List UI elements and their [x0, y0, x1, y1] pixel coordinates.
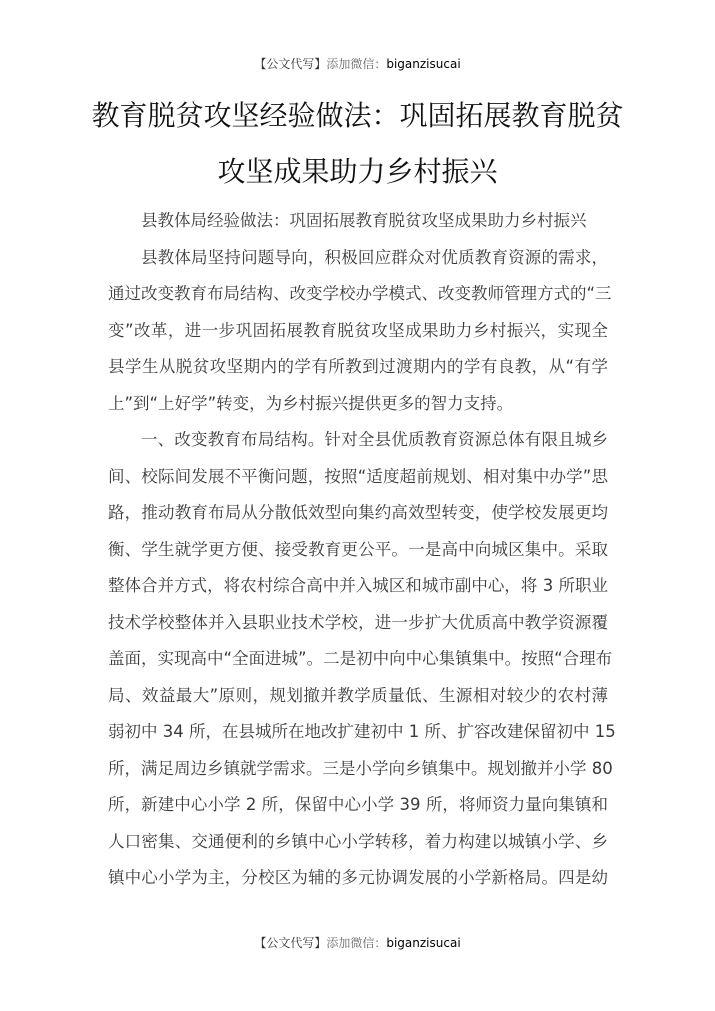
footer-wechat-label: 添加微信：	[326, 936, 387, 950]
body-line: 路，推动教育布局从分散低效型向集约高效型转变，使学校发展更均	[108, 503, 608, 522]
body-line: 上”到“上好学”转变，为乡村振兴提供更多的智力支持。	[108, 393, 514, 413]
document-body	[108, 203, 616, 897]
document-title-line-1: 教育脱贫攻坚经验做法：巩固拓展教育脱贫	[91, 99, 624, 132]
body-line: 整体合并方式，将农村综合高中并入城区和城市副中心，将 3 所职业	[108, 576, 608, 595]
body-line: 局、效益最大”原则，规划撤并教学质量低、生源相对较少的农村薄	[108, 685, 608, 705]
page-header	[0, 55, 715, 72]
footer-wechat-id: biganzisucai	[386, 936, 461, 950]
body-line: 县教体局经验做法：巩固拓展教育脱贫攻坚成果助力乡村振兴	[141, 211, 587, 230]
body-line: 县学生从脱贫攻坚期内的学有所教到过渡期内的学有良教，从“有学	[108, 357, 608, 376]
body-line: 间、校际间发展不平衡问题，按照“适度超前规划、相对集中办学”思	[108, 466, 608, 486]
body-line: 通过改变教育布局结构、改变学校办学模式、改变教师管理方式的“三	[108, 284, 612, 303]
body-line: 盖面，实现高中“全面进城”。二是初中向中心集镇集中。按照“合理布	[108, 649, 613, 668]
header-wechat-id: biganzisucai	[386, 57, 461, 71]
body-line: 人口密集、交通便利的乡镇中心小学转移，着力构建以城镇小学、乡	[108, 831, 608, 851]
body-line: 衡、学生就学更方便、接受教育更公平。一是高中向城区集中。采取	[108, 539, 608, 559]
footer-brand: 【公文代写】	[254, 936, 327, 950]
body-line: 一、改变教育布局结构。针对全县优质教育资源总体有限且城乡	[141, 430, 608, 449]
body-line: 弱初中 34 所，在县城所在地改扩建初中 1 所、扩容改建保留初中 15	[108, 722, 616, 741]
document-title-line-2: 攻坚成果助力乡村振兴	[217, 155, 498, 188]
body-line: 镇中心小学为主，分校区为辅的多元协调发展的小学新格局。四是幼	[108, 868, 608, 887]
body-line: 所，满足周边乡镇就学需求。三是小学向乡镇集中。规划撤并小学 80	[108, 758, 613, 778]
body-line: 变”改革，进一步巩固拓展教育脱贫攻坚成果助力乡村振兴，实现全	[108, 320, 608, 340]
body-line: 所，新建中心小学 2 所，保留中心小学 39 所，将师资力量向集镇和	[108, 795, 608, 814]
page-footer	[0, 934, 715, 951]
body-line: 技术学校整体并入县职业技术学校，进一步扩大优质高中教学资源覆	[108, 612, 608, 632]
header-wechat-label: 添加微信：	[326, 57, 387, 71]
header-brand: 【公文代写】	[254, 57, 327, 71]
body-line: 县教体局坚持问题导向，积极回应群众对优质教育资源的需求，	[141, 247, 608, 267]
